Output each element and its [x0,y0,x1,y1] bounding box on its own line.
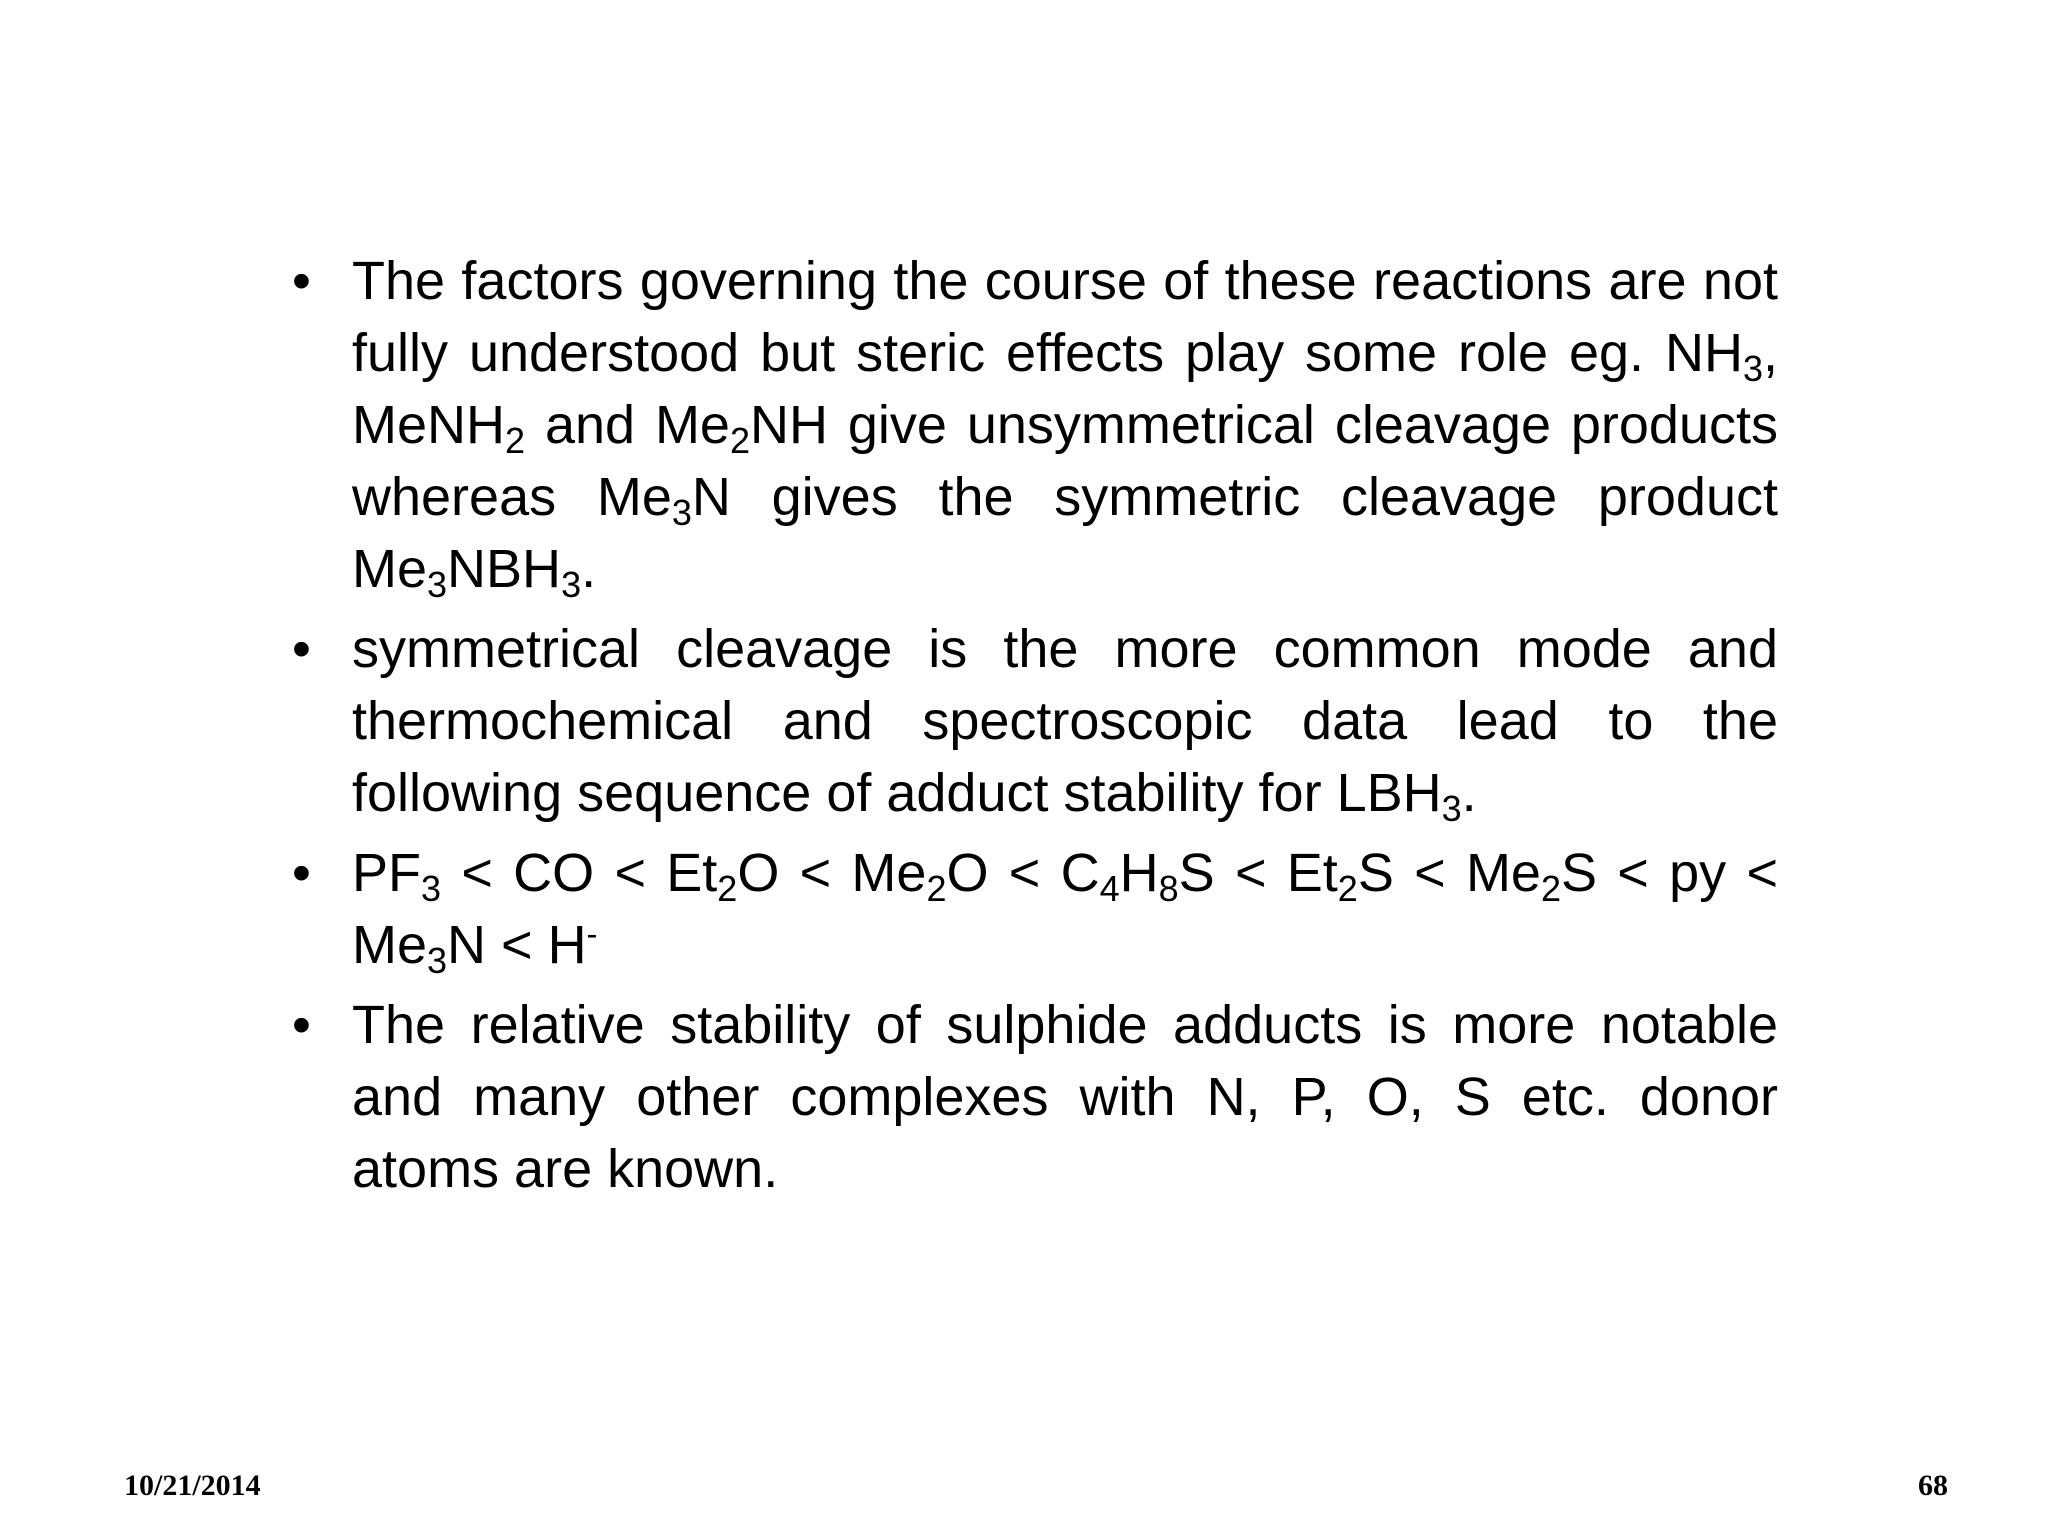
bullet-text: S < Me [1357,843,1541,903]
bullet-text: The factors governing the course of these reactions are not fully understood but steric effects play some role eg. NH [352,251,1778,383]
bullet-marker: • [292,251,311,311]
bullet-text: . [1461,763,1477,823]
bullet-steric-effects [288,245,1778,605]
bullet-sulphide-adducts [288,989,1778,1205]
footer-date: 10/21/2014 [124,1469,261,1502]
bullet-text: and Me [525,395,730,455]
bullet-text: . [581,539,597,599]
subscript: 2 [505,420,526,461]
bullet-text: O < Me [737,843,927,903]
subscript: 3 [1441,788,1462,829]
bullet-text: symmetrical cleavage is the more common mode and thermochemical and spectroscopic data lead to the following sequence of adduct stability for LBH [352,619,1778,823]
bullet-text: S < Et [1178,843,1338,903]
bullet-text: H [1119,843,1159,903]
bullet-marker: • [292,619,311,679]
bullet-text: < CO < Et [441,843,718,903]
bullet-symmetrical-cleavage [288,613,1778,829]
subscript: 2 [1337,868,1358,909]
slide-number: 68 [1918,1469,1948,1502]
subscript: 8 [1158,868,1179,909]
subscript: 2 [717,868,738,909]
bullet-text: NBH [447,539,562,599]
subscript: 2 [926,868,947,909]
bullet-marker: • [292,995,311,1055]
subscript: 2 [729,420,750,461]
bullet-text: The relative stability of sulphide adducts is more notable and many other complexes with N, P, O, S etc. donor atoms are known. [352,995,1778,1199]
bullet-text: N gives the symmetric cleavage product Me [352,467,1778,599]
subscript: 3 [1742,348,1763,389]
bullet-text: O < C [946,843,1100,903]
subscript: 4 [1099,868,1120,909]
subscript: 3 [421,868,442,909]
bullet-text: NH give unsymmetrical cleavage products whereas Me [352,395,1778,527]
superscript: - [586,916,598,952]
subscript: 2 [1540,868,1561,909]
subscript: 3 [427,940,448,981]
bullet-stability-sequence [288,837,1778,981]
bullet-text: , MeNH [352,323,1778,455]
slide-body [288,245,1778,1213]
bullet-text: PF [352,843,422,903]
subscript: 3 [561,564,582,605]
bullet-text: S < py < Me [352,843,1778,975]
subscript: 3 [427,564,448,605]
bullet-marker: • [292,843,311,903]
bullet-text: N < H [447,915,587,975]
subscript: 3 [671,492,692,533]
